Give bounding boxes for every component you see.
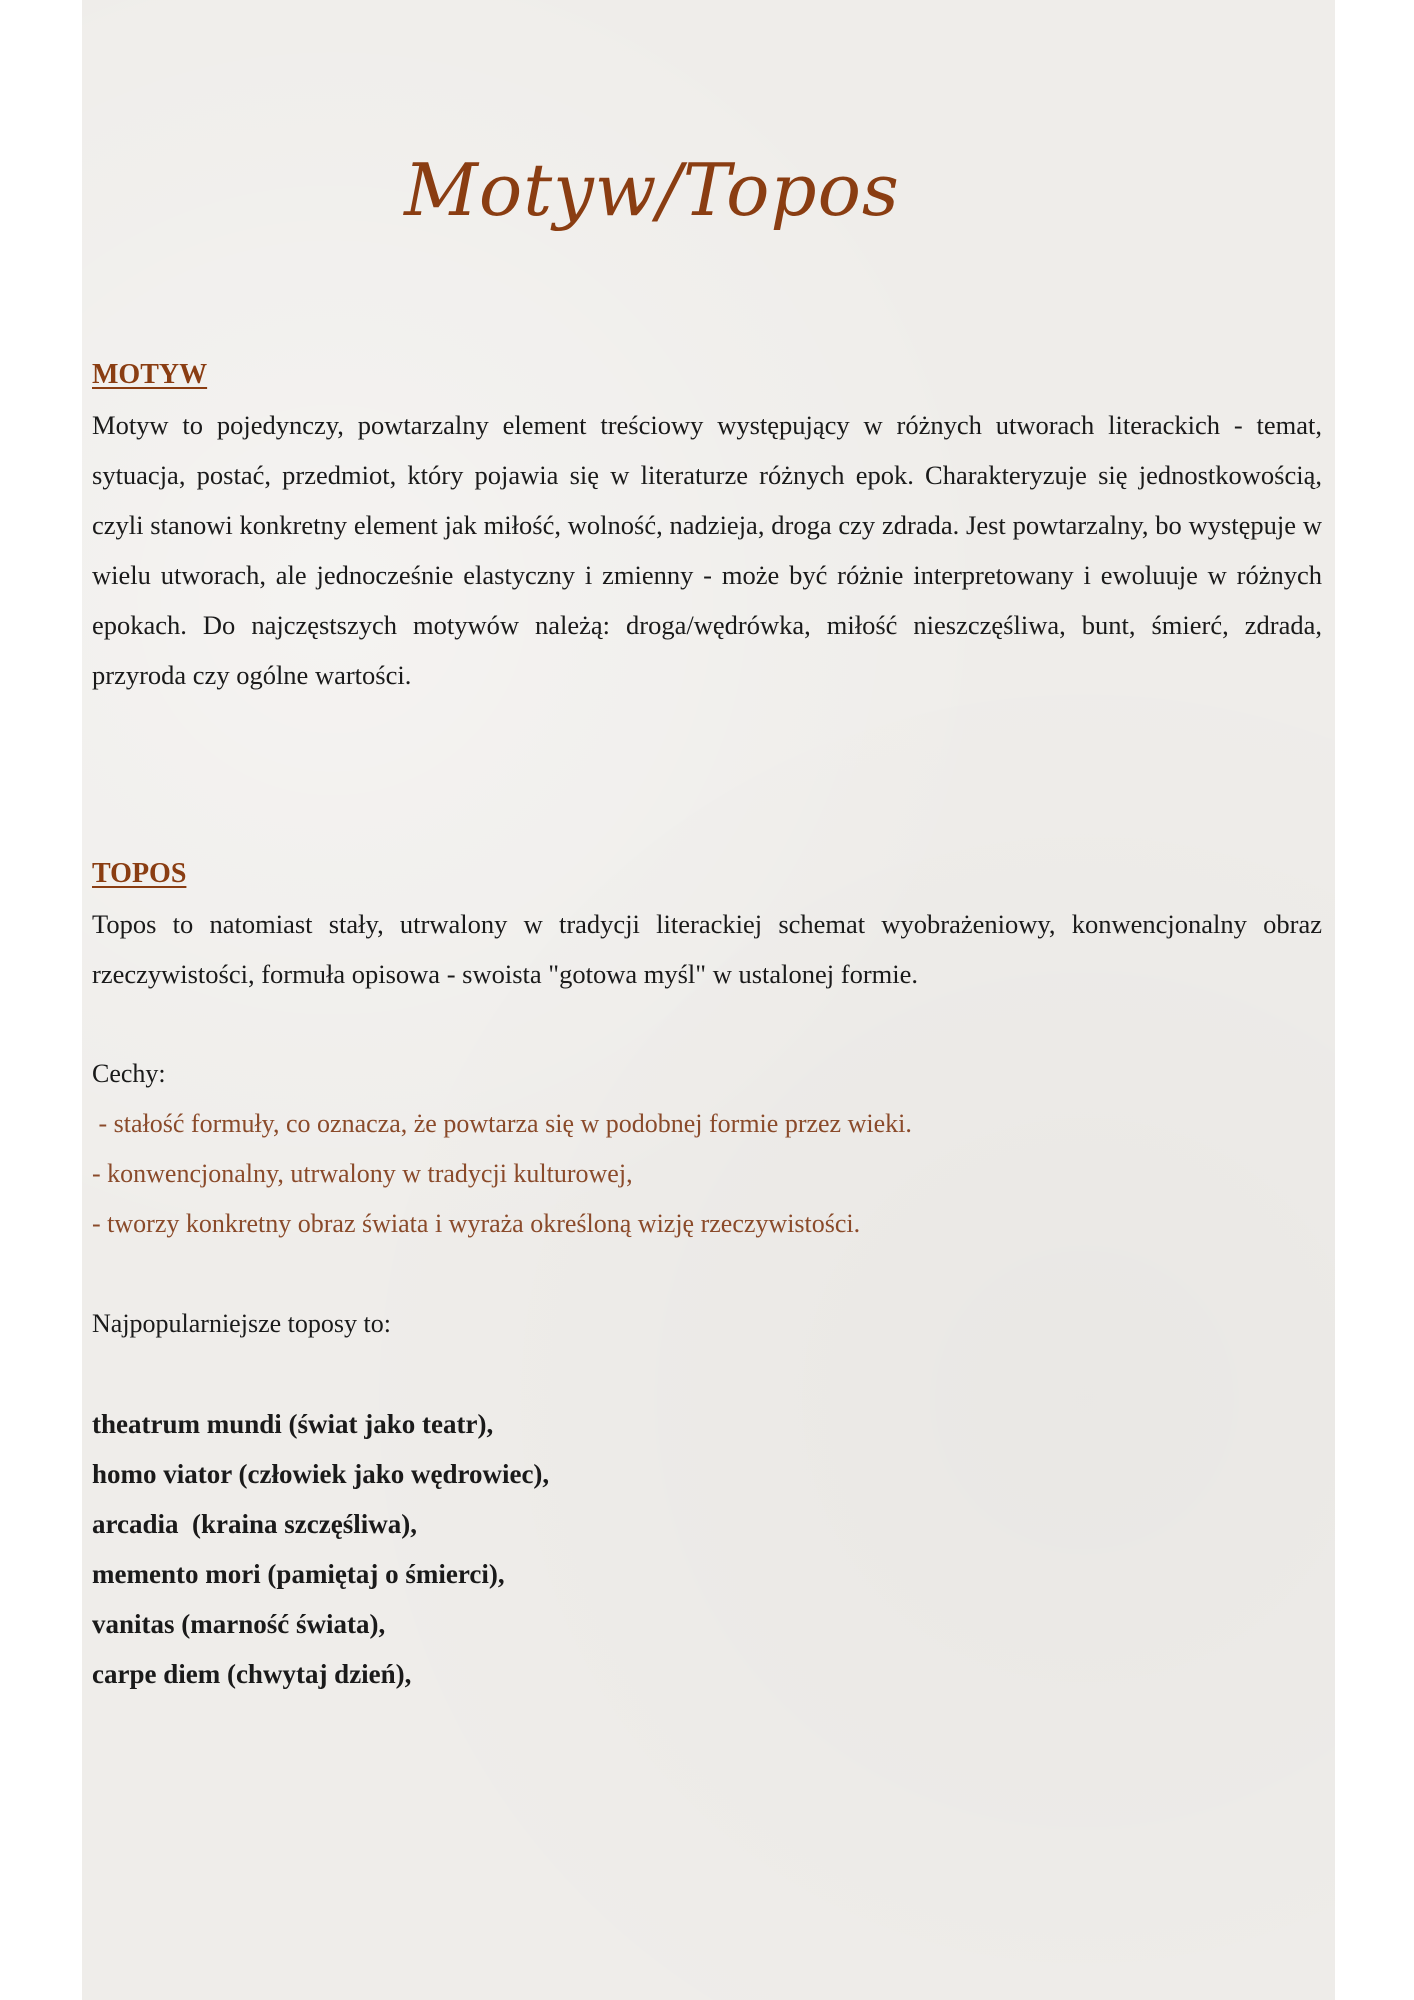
feature-item: - tworzy konkretny obraz świata i wyraża określoną wizję rzeczywistości. <box>92 1209 861 1238</box>
topos-list-item: arcadia (kraina szczęśliwa), <box>92 1509 417 1539</box>
feature-item: - konwencjonalny, utrwalony w tradycji kulturowej, <box>92 1159 633 1188</box>
topos-paragraph: Topos to natomiast stały, utrwalony w tradycji literackiej schemat wyobrażeniowy, konwencjonalny obraz rzeczywistości, formuła opisowa - swoista "gotowa myśl" w ustalonej formie. <box>92 909 1322 989</box>
topos-list-item: homo viator (człowiek jako wędrowiec), <box>92 1459 550 1489</box>
topos-list-item: vanitas (marność świata), <box>92 1609 386 1639</box>
motyw-section <box>92 350 1322 700</box>
topos-list-item: carpe diem (chwytaj dzień), <box>92 1659 412 1689</box>
feature-item: - stałość formuły, co oznacza, że powtarza się w podobnej formie przez wieki. <box>92 1109 912 1138</box>
popular-label: Najpopularniejsze toposy to: <box>92 1309 391 1338</box>
features-label: Cechy: <box>92 1059 166 1088</box>
topos-heading: TOPOS <box>92 858 187 889</box>
topos-list-item: memento mori (pamiętaj o śmierci), <box>92 1559 505 1589</box>
motyw-heading: MOTYW <box>92 359 208 390</box>
topos-list-item: theatrum mundi (świat jako teatr), <box>92 1409 494 1439</box>
motyw-paragraph: Motyw to pojedynczy, powtarzalny element treściowy występujący w różnych utworach literackich - temat, sytuacja, postać, przedmiot, który pojawia się w literaturze różnych epok. Charakteryzuje się jednostkowością, czyli stanowi konkretny element jak miłość, wolność, nadzieja, droga czy zdrada. Jest powtarzalny, bo występuje w wielu utworach, ale jednocześnie elastyczny i zmienny - może być różnie interpretowany i ewoluuje w różnych epokach. Do najczęstszych motywów należą: droga/wędrówka, miłość nieszczęśliwa, bunt, śmierć, zdrada, przyroda czy ogólne wartości. <box>92 410 1322 690</box>
topos-section <box>92 849 1322 1699</box>
page-title: Motyw/Topos <box>404 148 900 232</box>
